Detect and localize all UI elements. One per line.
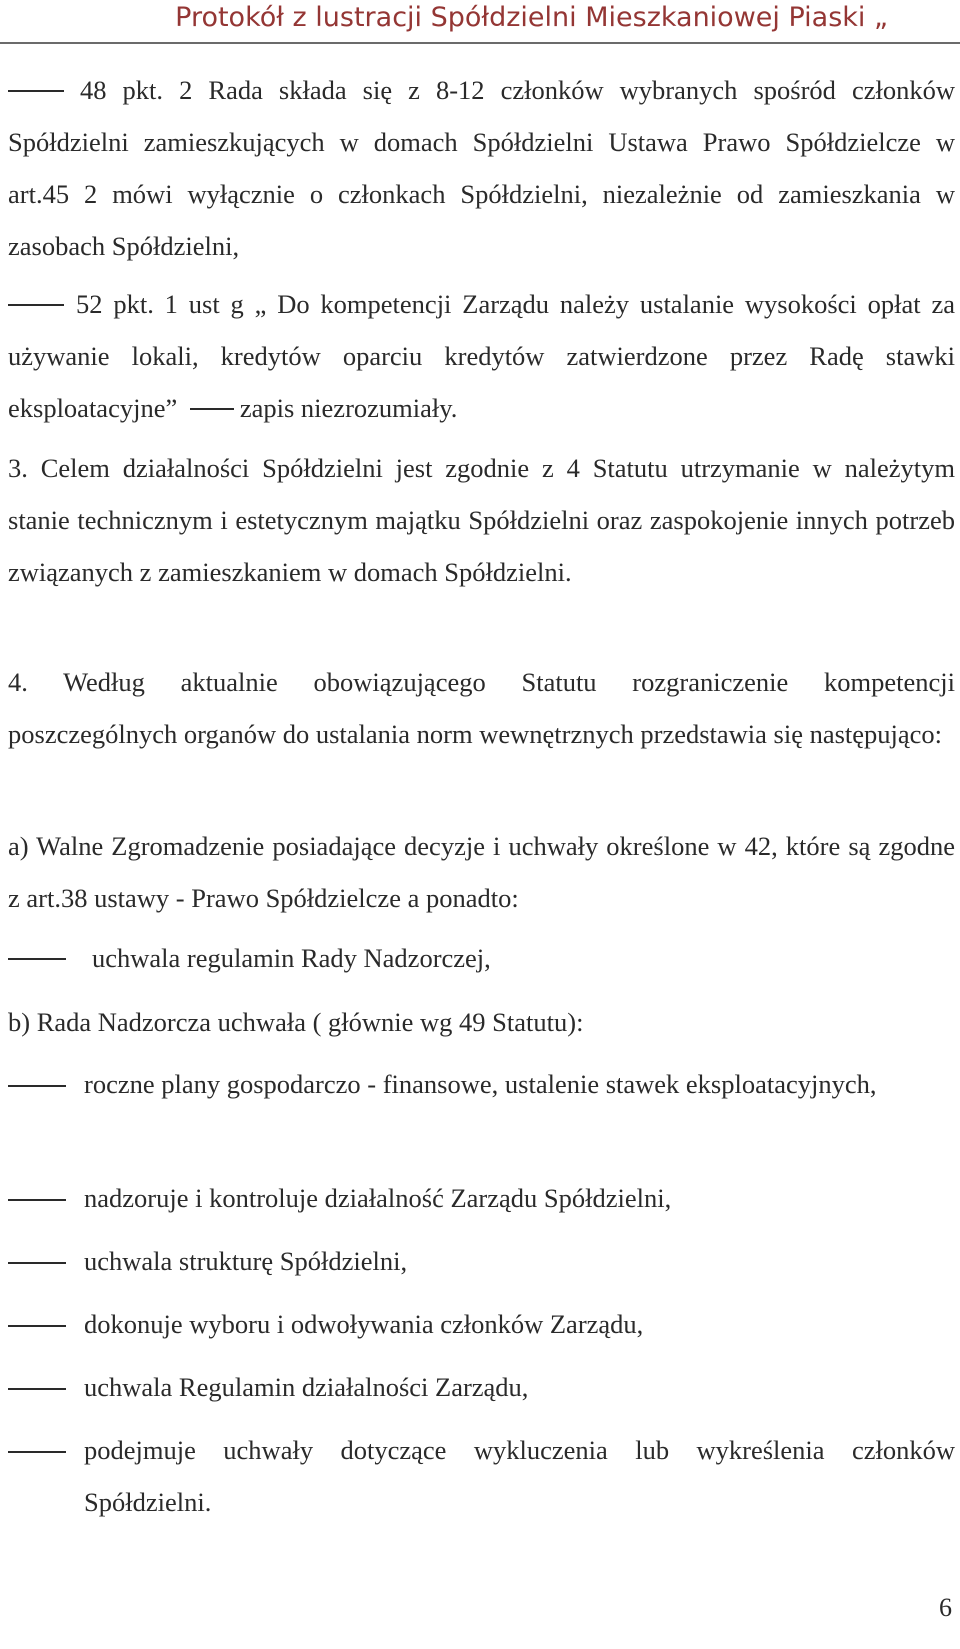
page-header <box>0 0 960 44</box>
em-dash-icon <box>8 1451 66 1453</box>
em-dash-icon <box>8 1199 66 1201</box>
em-dash-icon <box>8 1262 66 1264</box>
list-item <box>8 1424 955 1528</box>
list-item-text: nadzoruje i kontroluje działalność Zarządu Spółdzielni, <box>84 1183 672 1213</box>
document-title: Protokół z lustracji Spółdzielni Mieszkaniowej Piaski „ <box>175 2 888 33</box>
paragraph-statute-52 <box>8 278 955 434</box>
list-item <box>8 1235 955 1287</box>
paragraph-text: 3. Celem działalności Spółdzielni jest zgodnie z 4 Statutu utrzymanie w należytym stanie technicznym i estetycznym majątku Spółdzielni oraz zaspokojenie innych potrzeb związanych z zamieszkaniem w domach Spółdzielni. <box>8 453 955 587</box>
paragraph-text: b) Rada Nadzorcza uchwała ( głównie wg 49 Statutu): <box>8 1007 584 1037</box>
list-item <box>8 932 955 984</box>
em-dash-icon <box>8 304 64 306</box>
paragraph-point-3 <box>8 442 955 598</box>
em-dash-icon <box>190 408 234 410</box>
em-dash-icon <box>8 958 66 960</box>
paragraph-text: 4. Według aktualnie obowiązującego Statutu rozgraniczenie kompetencji poszczególnych organów do ustalania norm wewnętrznych przedstawia się następująco: <box>8 667 955 749</box>
paragraph-text: 48 pkt. 2 Rada składa się z 8-12 członków wybranych spośród członków Spółdzielni zamieszkujących w domach Spółdzielni Ustawa Prawo Spółdzielcze w art.45 2 mówi wyłącznie o członkach Spółdzielni, niezależnie od zamieszkania w zasobach Spółdzielni, <box>8 75 955 261</box>
list-item <box>8 1361 955 1413</box>
list-item-text: podejmuje uchwały dotyczące wykluczenia lub wykreślenia członków Spółdzielni. <box>84 1435 955 1517</box>
em-dash-icon <box>8 90 64 92</box>
paragraph-tail: zapis niezrozumiały. <box>239 393 458 423</box>
paragraph-supervisory-board <box>8 996 955 1048</box>
paragraph-text: a) Walne Zgromadzenie posiadające decyzje i uchwały określone w 42, które są zgodne z art.38 ustawy - Prawo Spółdzielcze a ponadto: <box>8 831 955 913</box>
em-dash-icon <box>8 1085 66 1087</box>
paragraph-general-assembly <box>8 820 955 924</box>
list-item-text: dokonuje wyboru i odwoływania członków Zarządu, <box>84 1309 644 1339</box>
paragraph-text: 52 pkt. 1 ust g „ Do kompetencji Zarządu należy ustalanie wysokości opłat za używanie lokali, kredytów oparciu kredytów zatwierdzone przez Radę stawki eksploatacyjne” <box>8 289 955 423</box>
page-number: 6 <box>939 1593 952 1622</box>
list-item-text: uchwala strukturę Spółdzielni, <box>84 1246 408 1276</box>
list-item <box>8 1058 955 1162</box>
list-item-text: uchwala Regulamin działalności Zarządu, <box>84 1372 529 1402</box>
list-item-text: roczne plany gospodarczo - finansowe, ustalenie stawek eksploatacyjnych, <box>84 1069 877 1099</box>
em-dash-icon <box>8 1388 66 1390</box>
list-item <box>8 1298 955 1350</box>
list-item-text: uchwala regulamin Rady Nadzorczej, <box>92 943 491 973</box>
paragraph-point-4 <box>8 656 955 760</box>
paragraph-statute-48 <box>8 64 955 272</box>
em-dash-icon <box>8 1325 66 1327</box>
list-item <box>8 1172 955 1224</box>
